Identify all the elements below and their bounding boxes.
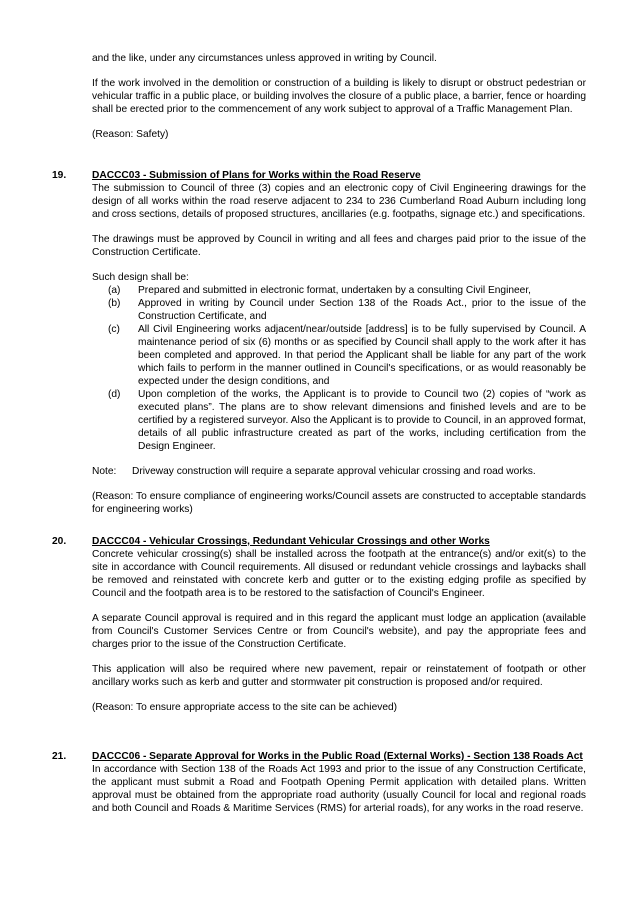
list-item [92, 297, 586, 323]
condition-heading: DACCC04 - Vehicular Crossings, Redundant Vehicular Crossings and other Works [92, 536, 490, 547]
list-item [92, 323, 586, 388]
list-item-label: (d) [108, 389, 121, 400]
list-item-text: Upon completion of the works, the Applicant is to provide to Council two (2) copies of “work as executed plans”. The plans are to show relevant dimensions and finished levels and are to be certified by a registered surveyor. Also the Applicant is to provide to Council, in an approved format, details of all public infrastructure created as part of the works, including certification from the Design Engineer. [138, 389, 586, 452]
intro-paragraph-2: If the work involved in the demolition or construction of a building is likely to disrupt or obstruct pedestrian or vehicular traffic in a public place, or building involves the closure of a public place, a barrier, fence or hoarding shall be erected prior to the commencement of any work subject to approval of a Traffic Management Plan. [92, 78, 586, 115]
list-intro: Such design shall be: [92, 272, 189, 283]
note-label: Note: [92, 466, 117, 477]
list-item-text: Prepared and submitted in electronic format, undertaken by a consulting Civil Engineer, [138, 285, 532, 296]
list-item-label: (b) [108, 298, 121, 309]
list-item-text: Approved in writing by Council under Section 138 of the Roads Act., prior to the issue of the Construction Certificate, and [138, 298, 586, 322]
note [92, 465, 586, 478]
list-item-text: All Civil Engineering works adjacent/near/outside [address] is to be fully supervised by Council. A maintenance period of six (6) months or as specified by Council shall apply to the work after it has been completed and approved. In that period the Applicant shall be liable for any part of the work which fails to perform in the manner outlined in Council's specifications, or as would reasonably be expected under the design conditions, and [138, 324, 586, 387]
condition-number: 20. [52, 536, 67, 547]
list-item-label: (c) [108, 324, 120, 335]
condition-reason: (Reason: To ensure appropriate access to the site can be achieved) [92, 702, 398, 713]
note-text: Driveway construction will require a separate approval vehicular crossing and road works. [132, 466, 536, 477]
list-item [92, 388, 586, 453]
condition-heading: DACCC03 - Submission of Plans for Works within the Road Reserve [92, 170, 421, 181]
condition-reason: (Reason: To ensure compliance of engineering works/Council assets are constructed to acceptable standards for engineering works) [92, 491, 586, 515]
condition-number: 21. [52, 751, 67, 762]
list-item-label: (a) [108, 285, 121, 296]
condition-heading: DACCC06 - Separate Approval for Works in the Public Road (External Works) - Section 138 Roads Act [92, 751, 583, 762]
condition-paragraph-1: Concrete vehicular crossing(s) shall be installed across the footpath at the entrance(s) and/or exit(s) to the site in accordance with Council requirements. All disused or redundant vehicle crossings and laybacks shall be removed and reinstated with concrete kerb and gutter or to the existing edging profile as specified by Council and the footpath area is to be restored to the satisfaction of Council's Engineer. [92, 549, 586, 599]
intro-paragraph-1: and the like, under any circumstances unless approved in writing by Council. [92, 53, 437, 64]
condition-paragraph-3: This application will also be required where new pavement, repair or reinstatement of footpath or other ancillary works such as kerb and gutter and stormwater pit construction is proposed and/or required. [92, 664, 586, 688]
intro-reason: (Reason: Safety) [92, 129, 169, 140]
condition-paragraph-2: A separate Council approval is required and in this regard the applicant must lodge an application (available from Council's Customer Services Centre or from Council's website), and pay the appropriate fees and charges prior to the issue of the Construction Certificate. [92, 613, 586, 650]
list-item [92, 284, 586, 297]
condition-number: 19. [52, 170, 67, 181]
condition-paragraph-1: In accordance with Section 138 of the Roads Act 1993 and prior to the issue of any Construction Certificate, the applicant must submit a Road and Footpath Opening Permit application with detailed plans. Written approval must be obtained from the appropriate road authority (usually Council for local and regional roads and both Council and Roads & Maritime Services (RMS) for arterial roads), for any works in the road reserve. [92, 764, 586, 814]
intro-block [92, 52, 586, 141]
condition-paragraph-1: The submission to Council of three (3) copies and an electronic copy of Civil Engineering drawings for the design of all works within the road reserve adjacent to 234 to 236 Cumberland Road Auburn including long and cross sections, details of proposed structures, ancillaries (e.g. footpaths, signage etc.) and specifications. [92, 183, 586, 220]
condition-paragraph-2: The drawings must be approved by Council in writing and all fees and charges paid prior to the issue of the Construction Certificate. [92, 234, 586, 258]
